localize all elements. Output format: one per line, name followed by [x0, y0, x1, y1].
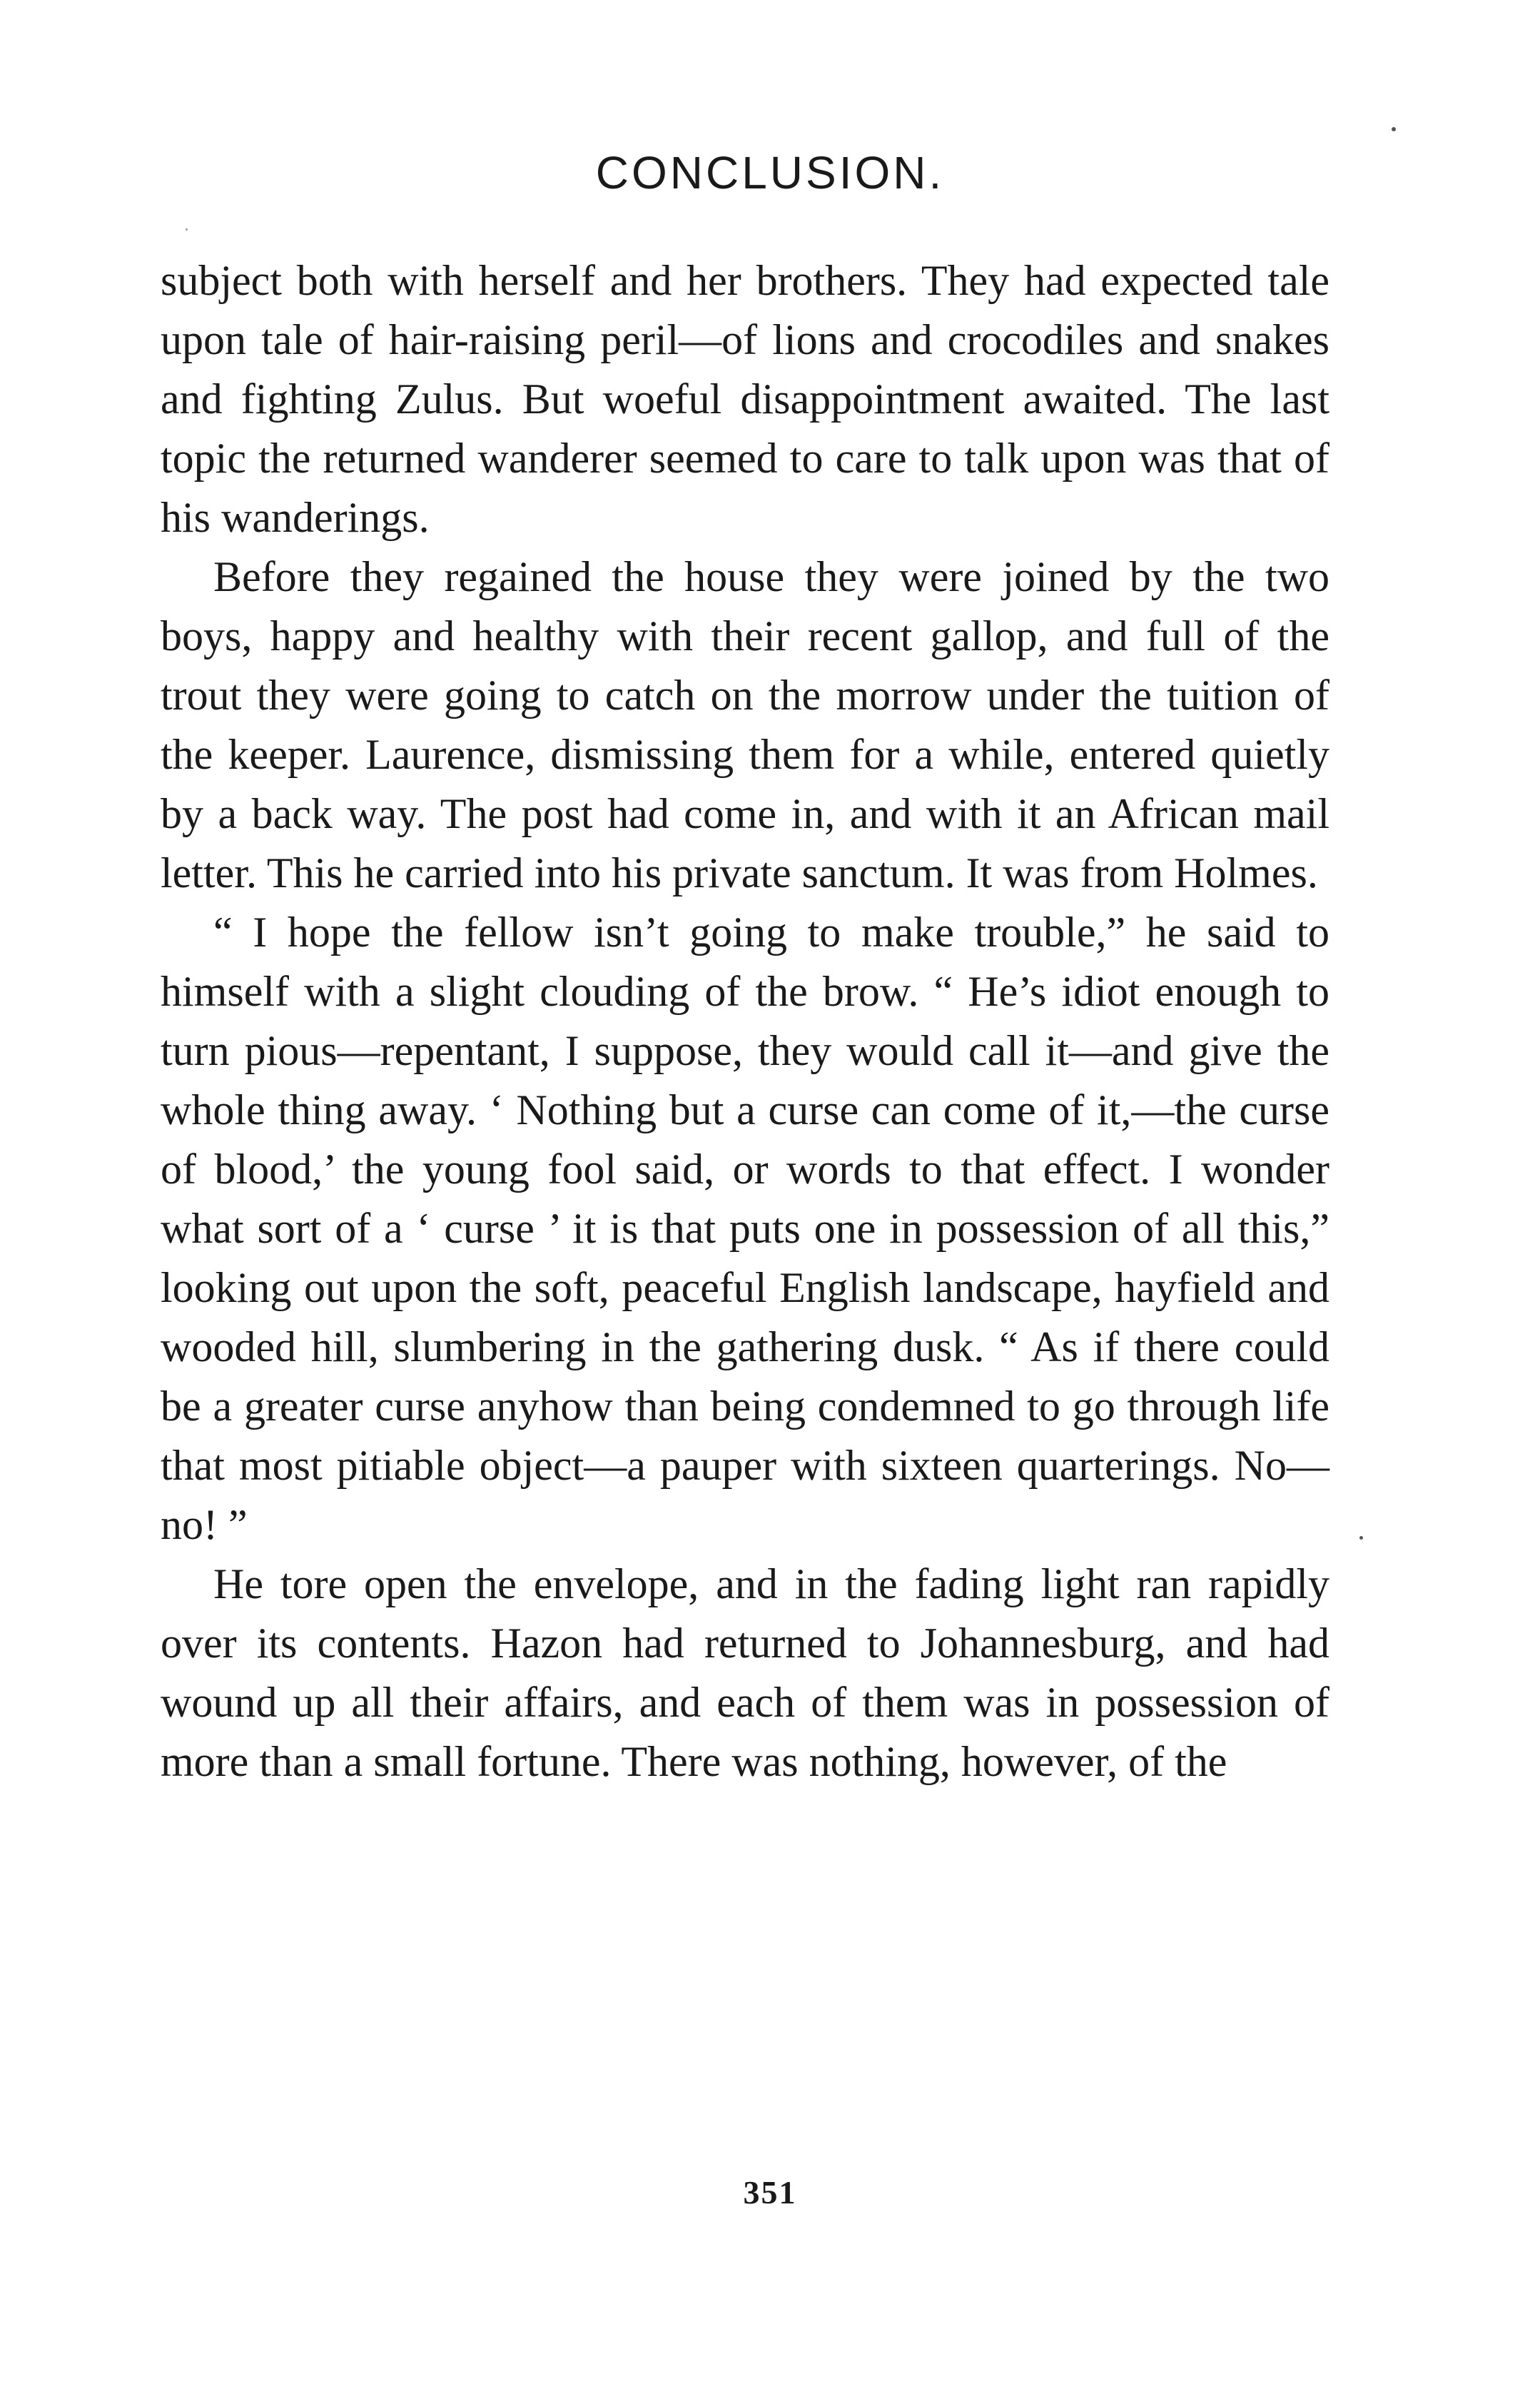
running-head: CONCLUSION. [595, 147, 945, 198]
paragraph-letter-contents: He tore open the envelope, and in the fading light ran rapidly over its contents. Hazon had returned to Johannesburg, and had wound up all their affairs, and each of them was in possession of more than a small fortune. There was nothing, however, of the [161, 1560, 1329, 1785]
body-text [161, 251, 1329, 1792]
paragraph-laurence-monologue: “ I hope the fellow isn’t going to make trouble,” he said to himself with a slight clouding of the brow. “ He’s idiot enough to turn pious—repentant, I suppose, they would call it—and give the whole thing away. ‘ Nothing but a curse can come of it,—the curse of blood,’ the young fool said, or words to that effect. I wonder what sort of a ‘ curse ’ it is that puts one in possession of all this,” looking out upon the soft, peaceful English landscape, hayfield and wooded hill, slumbering in the gathering dusk. “ As if there could be a greater curse anyhow than being condemned to go through life that most pitiable object—a pauper with sixteen quarterings. No—no! ” [161, 909, 1329, 1548]
page-number: 351 [743, 2174, 797, 2211]
paragraph-continuation: subject both with herself and her brothers. They had expected tale upon tale of hair-raising peril—of lions and crocodiles and snakes and fighting Zulus. But woeful disappointment awaited. The last topic the returned wanderer seemed to care to talk upon was that of his wanderings. [161, 257, 1329, 541]
paragraph-boys-return: Before they regained the house they were joined by the two boys, happy and healthy with their recent gallop, and full of the trout they were going to catch on the morrow under the tuition of the keeper. Laurence, dismissing them for a while, entered quietly by a back way. The post had come in, and with it an African mail letter. This he carried into his private sanctum. It was from Holmes. [161, 553, 1329, 897]
scan-speck [186, 228, 188, 231]
scan-speck [1392, 127, 1396, 131]
scan-speck [1359, 1536, 1363, 1540]
